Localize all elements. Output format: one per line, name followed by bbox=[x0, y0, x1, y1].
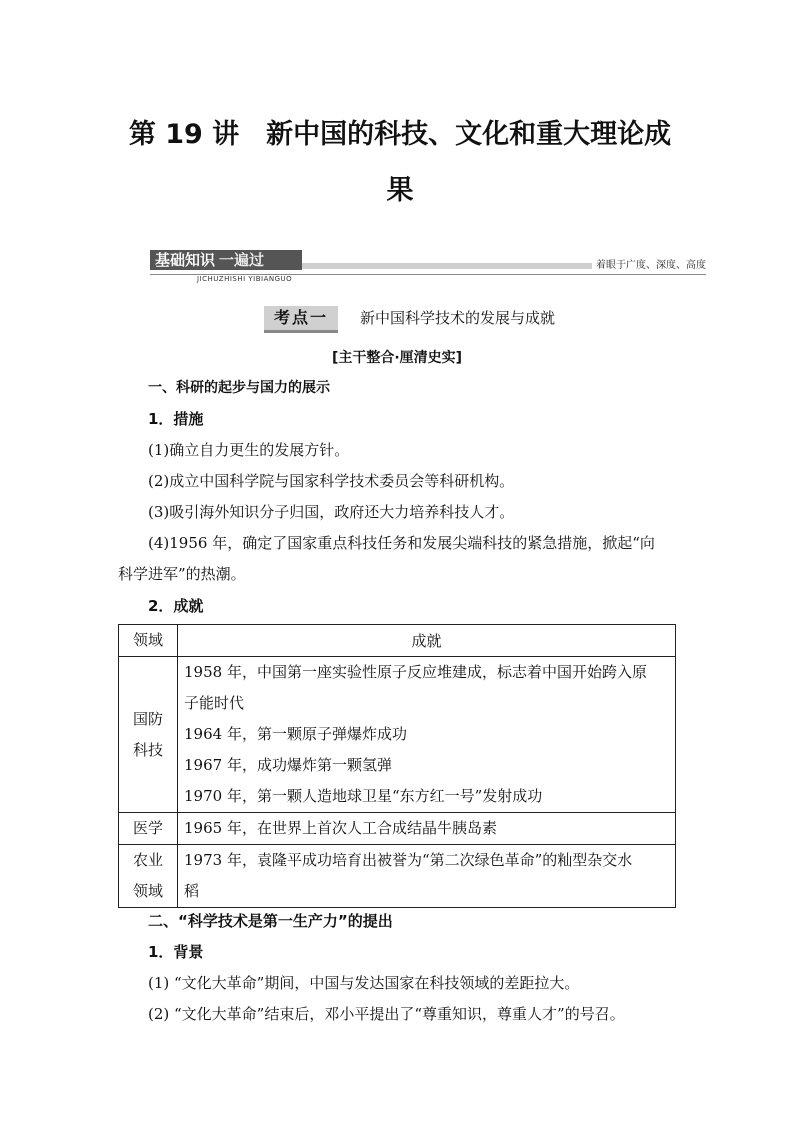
table-row bbox=[119, 813, 676, 845]
defense-entry-2: 1964 年，第一颗原子弹爆炸成功 bbox=[184, 725, 407, 743]
section2-heading: 二、“科学技术是第一生产力”的提出 bbox=[148, 912, 393, 930]
measure-2: (2)成立中国科学院与国家科学技术委员会等科研机构。 bbox=[148, 472, 515, 490]
exam-point-badge: 考点一 bbox=[264, 306, 338, 333]
table-row bbox=[119, 845, 676, 908]
achievement-medicine: 1965 年，在世界上首次人工合成结晶牛胰岛素 bbox=[178, 813, 676, 845]
defense-entry-3: 1967 年，成功爆炸第一颗氢弹 bbox=[184, 756, 392, 774]
measure-3: (3)吸引海外知识分子归国，政府还大力培养科技人才。 bbox=[148, 503, 515, 521]
table-row bbox=[119, 657, 676, 813]
defense-entry-4: 1970 年，第一颗人造地球卫星“东方红一号”发射成功 bbox=[184, 787, 543, 805]
domain-defense: 国防 科技 bbox=[119, 657, 178, 813]
domain-agriculture: 农业 领域 bbox=[119, 845, 178, 908]
lesson-title-line2: 果 bbox=[386, 175, 414, 206]
achievement-agriculture bbox=[178, 845, 676, 908]
measure-4-line2: 科学进军”的热潮。 bbox=[118, 565, 246, 583]
achievements-label: 2．成就 bbox=[148, 597, 204, 615]
background-2: (2) “文化大革命”结束后，邓小平提出了“尊重知识，尊重人才”的号召。 bbox=[148, 1005, 625, 1023]
agriculture-entry-1a: 1973 年，袁隆平成功培育出被誉为“第二次绿色革命”的籼型杂交水 bbox=[184, 851, 633, 869]
header-domain: 领域 bbox=[119, 625, 178, 657]
section1-heading: 一、科研的起步与国力的展示 bbox=[148, 380, 330, 396]
achievement-defense bbox=[178, 657, 676, 813]
measure-1: (1)确立自力更生的发展方针。 bbox=[148, 441, 350, 459]
section-banner bbox=[150, 250, 706, 282]
header-achievement: 成就 bbox=[178, 625, 676, 657]
defense-entry-1a: 1958 年，中国第一座实验性原子反应堆建成，标志着中国开始跨入原 bbox=[184, 663, 647, 681]
domain-medicine: 医学 bbox=[119, 813, 178, 845]
banner-pinyin: JICHUZHISHI YIBIANGUO bbox=[194, 275, 295, 283]
measures-label: 1．措施 bbox=[148, 410, 204, 428]
table-header-row bbox=[119, 625, 676, 657]
exam-point-heading bbox=[264, 306, 556, 330]
banner-label-main: 基础知识 bbox=[155, 251, 216, 269]
defense-entry-1b: 子能时代 bbox=[184, 694, 245, 712]
achievements-table bbox=[118, 624, 676, 908]
subheading: [主干整合·厘清史实] bbox=[331, 350, 463, 366]
agriculture-entry-1b: 稻 bbox=[184, 882, 200, 900]
lesson-title-line1: 第 19 讲 新中国的科技、文化和重大理论成 bbox=[128, 119, 672, 150]
measure-4-line1: (4)1956 年，确定了国家重点科技任务和发展尖端科技的紧急措施，掀起“向 bbox=[148, 534, 655, 552]
background-1: (1) “文化大革命”期间，中国与发达国家在科技领域的差距拉大。 bbox=[148, 974, 580, 992]
background-label: 1．背景 bbox=[148, 943, 204, 961]
banner-label bbox=[150, 250, 302, 270]
banner-label-sub: 一遍过 bbox=[219, 251, 265, 269]
banner-tagline: 着眼于广度、深度、高度 bbox=[592, 256, 706, 271]
exam-point-title: 新中国科学技术的发展与成就 bbox=[360, 309, 556, 327]
